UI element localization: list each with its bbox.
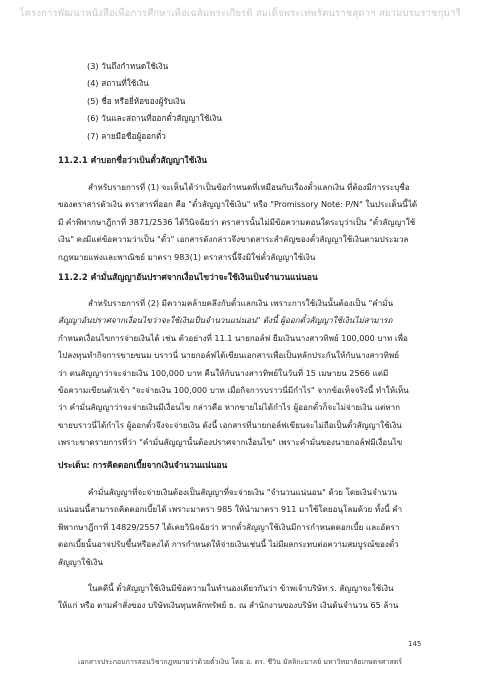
paragraph-line: ว่า ตนสัญญาว่าจะจ่ายเงิน 100,000 บาท คืนให้กับนางสาวทิพย์ในวันที่ 15 เมษายน 2566 แต่มี	[58, 367, 389, 378]
issue-paragraph	[58, 484, 420, 571]
header-watermark: โครงการพัฒนาหนังสือเพื่อการศึกษาเพื่อเฉลิมพระเกียรติ สมเด็จพระเทพรัตนราชสุดาฯ สยามบรมราชกุมารี	[19, 8, 461, 19]
paragraph-line: ว่า คำมั่นสัญญาว่าจะจ่ายเงินมีเงื่อนไข กล่าวคือ หากขายไม่ได้กำไร ผู้ออกตั๋วก็จะไม่จ่ายเงิน แต่หาก	[58, 402, 401, 413]
paragraph-line: ของตราสารตัวเงิน ตราสารที่ออก คือ "ตั๋วสัญญาใช้เงิน" หรือ "Promissory Note: P/N" ในประเด็นนี้ได้	[58, 199, 418, 210]
section-heading-11-2-2: 11.2.2 คำมั่นสัญญาอันปราศจากเงื่อนไขว่าจะใช้เงินเป็นจำนวนแน่นอน	[58, 272, 318, 282]
paragraph-line: เงิน" คงมีแต่ข้อความว่าเป็น "ตั๋ว" เอกสารดังกล่าวจึงขาดสาระสำคัญของตั๋วสัญญาใช้เงินตามประมวล	[58, 234, 409, 245]
paragraph-line: มี คำพิพากษาฎีกาที่ 3871/2536 ได้วินิจฉัยว่า ตราสารนั้นไม่มีข้อความตอนใดระบุว่าเป็น "ตั๋วสัญญาใช้	[58, 216, 416, 227]
paragraph-line: แน่นอนนี้สามารถคิดดอกเบี้ยได้ เพราะมาตรา 985 ให้นำมาตรา 911 มาใช้โดยอนุโลมด้วย ทั้งนี้ คำ	[58, 504, 403, 515]
requirements-list	[87, 58, 222, 145]
page-number: 145	[408, 640, 422, 648]
paragraph-line: ดอกเบี้ยนั้นอาจปรับขึ้นหรือลงได้ การกำหนดให้จ่ายเงินเช่นนี้ ไม่มีผลกระทบต่อความสมบูรณ์ของตั๋ว	[58, 539, 399, 550]
paragraph-line: กำหนดเงื่อนไขการจ่ายเงินได้ เช่น ตัวอย่างที่ 11.1 นายกอล์ฟ ยืมเงินนางสาวทิพย์ 100,000 บาท เพื่อ	[58, 332, 408, 343]
paragraph-line: สำหรับรายการที่ (2) มีความคล้ายคลึงกับตั๋วแลกเงิน เพราะการใช้เงินนั้นต้องเป็น "คำมั่น	[88, 298, 394, 308]
paragraph-line: กฎหมายแพ่งและพาณิชย์ มาตรา 983(1) ตราสารนี้จึงมิใช่ตั๋วสัญญาใช้เงิน	[58, 251, 316, 262]
list-item: (6) วันและสถานที่ออกตั๋วสัญญาใช้เงิน	[87, 113, 222, 124]
paragraph-line: ให้แก่ หรือ ตามคำสั่งของ บริษัทเงินทุนหลักทรัพย์ ธ. ณ สำนักงานของบริษัท เงินต้นจำนวน 65 ล้าน	[58, 600, 399, 611]
paragraph-line: พิพากษาฎีกาที่ 14829/2557 ได้เคยวินิจฉัยว่า หากตั๋วสัญญาใช้เงินมีการกำหนดดอกเบี้ย และอัตรา	[58, 521, 400, 532]
paragraph-line: สัญญาใช้เงิน	[58, 556, 103, 567]
list-item: (3) วันถึงกำหนดใช้เงิน	[87, 61, 169, 71]
section-11-2-2-paragraph	[58, 295, 420, 452]
list-item: (5) ชื่อ หรือยี่ห้อของผู้รับเงิน	[87, 95, 186, 106]
paragraph-line: คำมั่นสัญญาที่จะจ่ายเงินต้องเป็นสัญญาที่จะจ่ายเงิน "จำนวนแน่นอน" ด้วย โดยเงินจำนวน	[88, 487, 398, 497]
paragraph-line: สัญญาอันปราศจากเงื่อนไขว่าจะใช้เงินเป็นจำนวนแน่นอน" ดังนี้ ผู้ออกตั๋วสัญญาใช้เงินไม่สามารถ	[58, 315, 393, 326]
list-item: (4) สถานที่ใช้เงิน	[87, 78, 149, 89]
paragraph-line: ไปลงทุนทำกิจการขายขนม บราวนี่ นายกอล์ฟได้เขียนเอกสารเพื่อเป็นหลักประกันให้กับนางสาวทิพย์	[58, 350, 399, 361]
paragraph-line: เพราะขาดรายการที่ว่า "คำมั่นสัญญานั้นต้องปราศจากเงื่อนไข" เพราะคำมั่นของนายกอล์ฟมีเงื่อนไข	[58, 437, 403, 448]
section-11-2-1-paragraph	[58, 179, 420, 266]
list-item: (7) ลายมือชื่อผู้ออกตั๋ว	[87, 130, 166, 141]
issue-heading: ประเด็น: การคิดดอกเบี้ยจากเงินจำนวนแน่นอน	[58, 460, 228, 470]
paragraph-line: สำหรับรายการที่ (1) จะเห็นได้ว่าเป็นข้อกำหนดที่เหมือนกับเรื่องตั๋วแลกเงิน ที่ต้องมีการระบุชื่อ	[88, 182, 410, 192]
page-footer: เอกสารประกอบการสอนวิชากฎหมายว่าด้วยตั๋วเงิน โดย อ. ดร. ชีวิน มัลลิกะมาลย์ มหาวิทยาลัยเกษตรศาสตร์	[77, 658, 403, 666]
paragraph-line: ในคดีนี้ ตั๋วสัญญาใช้เงินมีข้อความในทำนองเดียวกันว่า ข้าพเจ้าบริษัท ร. สัญญาจะใช้เงิน	[88, 583, 394, 593]
section-heading-11-2-1: 11.2.1 คำบอกชื่อว่าเป็นตั๋วสัญญาใช้เงิน	[58, 155, 208, 165]
paragraph-line: ขายบราวนี่ได้กำไร ผู้ออกตั๋วจึงจะจ่ายเงิน ดังนี้ เอกสารที่นายกอล์ฟเขียนจะไม่ถือเป็นตั๋วสัญญาใช้เงิน	[58, 419, 402, 430]
paragraph-line: ข้อความเขียนตัวเข้า "จะจ่ายเงิน 100,000 บาท เมื่อกิจการบราวนี่มีกำไร" จากข้อเท็จจริงนี้ ทำให้เห็น	[58, 385, 409, 396]
case-paragraph	[58, 580, 420, 615]
